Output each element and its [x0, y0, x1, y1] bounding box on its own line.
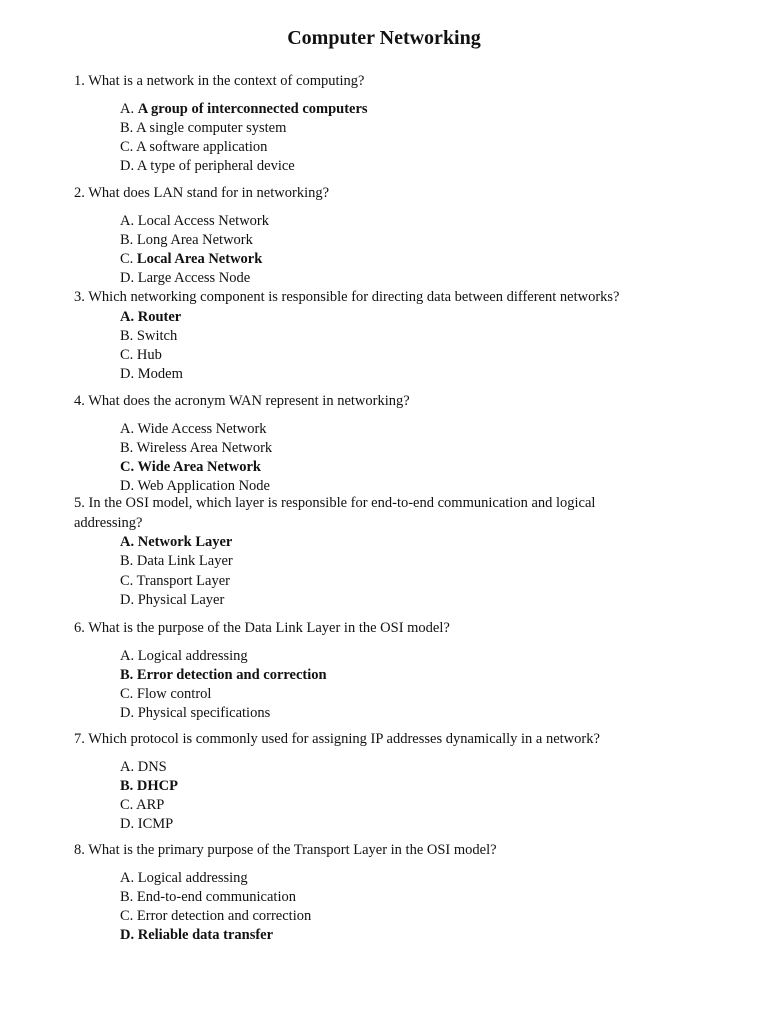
option-b: B. DHCP: [120, 777, 179, 794]
question-2: [74, 184, 674, 289]
option-b: B. End-to-end communication: [120, 888, 296, 905]
option-list: [120, 869, 674, 946]
question-3: [74, 288, 674, 385]
question-7: [74, 730, 674, 835]
correct-answer: Reliable data transfer: [137, 927, 274, 944]
question-5: [74, 494, 644, 610]
correct-answer: Error detection and correction: [136, 666, 327, 683]
option-c: C. ARP: [120, 797, 165, 814]
correct-answer: DHCP: [136, 777, 179, 794]
option-list: [120, 420, 674, 497]
option-list: [120, 308, 674, 385]
option-b: B. Long Area Network: [120, 231, 253, 248]
option-b: B. Data Link Layer: [120, 553, 233, 570]
question-text: 1. What is a network in the context of computing?: [74, 73, 365, 89]
question-text: 8. What is the primary purpose of the Transport Layer in the OSI model?: [74, 842, 497, 858]
question-text: 5. In the OSI model, which layer is responsible for end-to-end communication and logical addressing?: [74, 495, 596, 531]
question-text: 3. Which networking component is responsible for directing data between different networks?: [74, 289, 620, 305]
option-a: A. Local Access Network: [120, 212, 269, 229]
option-b: B. Wireless Area Network: [120, 439, 273, 456]
option-d: D. Physical Layer: [120, 591, 225, 608]
option-d: D. A type of peripheral device: [120, 158, 295, 175]
option-d: D. ICMP: [120, 816, 174, 833]
option-list: [120, 758, 674, 835]
option-d: D. Large Access Node: [120, 270, 251, 287]
question-text: 6. What is the purpose of the Data Link Layer in the OSI model?: [74, 620, 450, 636]
option-c: C. Error detection and correction: [120, 908, 312, 925]
question-8: [74, 841, 674, 946]
option-d: D. Modem: [120, 366, 183, 383]
option-d: D. Web Application Node: [120, 478, 270, 495]
option-c: C. Local Area Network: [120, 251, 263, 268]
option-a: A. Logical addressing: [120, 647, 248, 664]
correct-answer: A group of interconnected computers: [137, 100, 368, 117]
option-c: C. Wide Area Network: [120, 459, 261, 476]
option-a: A. Logical addressing: [120, 869, 248, 886]
option-b: B. A single computer system: [120, 119, 287, 136]
option-b: B. Switch: [120, 327, 178, 344]
correct-answer: Network Layer: [137, 534, 233, 550]
correct-answer: Router: [137, 308, 182, 325]
option-d: D. Physical specifications: [120, 705, 271, 722]
question-4: [74, 392, 674, 497]
option-b: B. Error detection and correction: [120, 666, 327, 683]
correct-answer: Local Area Network: [136, 251, 263, 268]
option-c: C. Flow control: [120, 686, 212, 703]
question-text: 4. What does the acronym WAN represent in networking?: [74, 393, 410, 409]
option-a: A. Wide Access Network: [120, 420, 267, 437]
option-list: [120, 212, 674, 289]
option-c: C. Transport Layer: [120, 572, 230, 589]
option-c: C. Hub: [120, 347, 162, 364]
correct-answer: Wide Area Network: [137, 459, 261, 476]
question-text: 2. What does LAN stand for in networking?: [74, 185, 330, 201]
question-1: [74, 72, 674, 177]
question-6: [74, 619, 674, 724]
page-title: Computer Networking: [287, 27, 481, 49]
option-d: D. Reliable data transfer: [120, 927, 274, 944]
option-a: A. A group of interconnected computers: [120, 100, 368, 117]
option-list: [120, 647, 674, 724]
option-c: C. A software application: [120, 139, 268, 156]
option-list: [120, 100, 674, 177]
option-list: [120, 533, 644, 610]
question-text: 7. Which protocol is commonly used for assigning IP addresses dynamically in a network?: [74, 731, 600, 747]
option-a: A. DNS: [120, 758, 167, 775]
option-a: A. Router: [120, 308, 182, 325]
option-a: A. Network Layer: [120, 534, 233, 550]
